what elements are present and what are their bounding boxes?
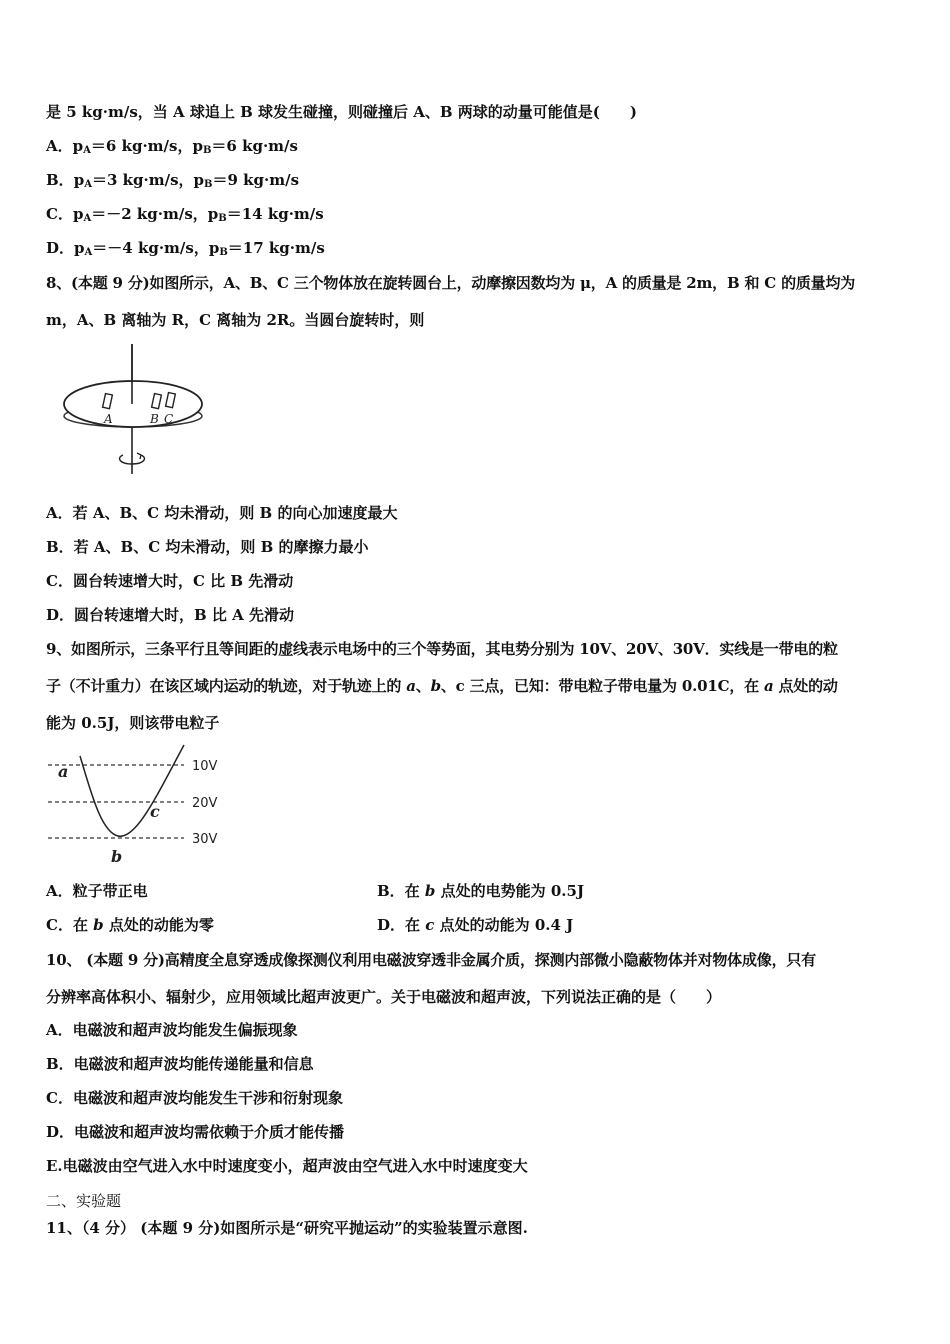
q8-option-a: A．若 A、B、C 均未滑动，则 B 的向心加速度最大 bbox=[46, 504, 398, 522]
label-30v: 30V bbox=[192, 832, 218, 847]
point-a-label: a bbox=[58, 762, 69, 781]
q9-option-d: D．在 c 点处的动能为 0.4 J bbox=[377, 916, 574, 934]
q8-stem-line1: 8、(本题 9 分)如图所示，A、B、C 三个物体放在旋转圆台上，动摩擦因数均为 μ，A 的质量是 2m，B 和 C 的质量均为 bbox=[46, 274, 856, 292]
q9-stem-line3: 能为 0.5J，则该带电粒子 bbox=[46, 714, 220, 732]
q9-option-a: A．粒子带正电 bbox=[46, 882, 148, 900]
label-a: A bbox=[104, 412, 113, 426]
label-b: B bbox=[150, 412, 159, 426]
point-b-label: b bbox=[111, 847, 123, 866]
q10-stem-line2: 分辨率高体积小、辐射少，应用领域比超声波更广。关于电磁波和超声波，下列说法正确的是（ ） bbox=[46, 988, 722, 1006]
label-10v: 10V bbox=[192, 759, 218, 774]
q8-option-d: D．圆台转速增大时，B 比 A 先滑动 bbox=[46, 606, 294, 624]
q7-option-d: D．$p_A=-4$ kg·m/s，$p_B=17$ kg·m/s bbox=[46, 239, 325, 258]
q8-stem-line2: m，A、B 离轴为 R，C 离轴为 2R。当圆台旋转时，则 bbox=[46, 311, 425, 329]
particle-trajectory bbox=[80, 745, 184, 836]
q9-stem-line1: 9、如图所示，三条平行且等间距的虚线表示电场中的三个等势面，其电势分别为 10V、20V、30V．实线是一带电的粒 bbox=[46, 640, 838, 658]
q9-option-b: B．在 b 点处的电势能为 0.5J bbox=[377, 882, 585, 900]
q10-option-b: B．电磁波和超声波均能传递能量和信息 bbox=[46, 1055, 314, 1073]
label-20v: 20V bbox=[192, 796, 218, 811]
section-title-experiment: 二、实验题 bbox=[46, 1192, 122, 1210]
point-c-label: c bbox=[150, 802, 160, 821]
turntable-top bbox=[64, 381, 202, 427]
label-c: C bbox=[164, 412, 174, 426]
q8-option-b: B．若 A、B、C 均未滑动，则 B 的摩擦力最小 bbox=[46, 538, 369, 556]
q8-turntable-figure bbox=[46, 340, 216, 480]
q7-option-b: B．$p_A=3$ kg·m/s，$p_B=9$ kg·m/s bbox=[46, 171, 300, 190]
q10-option-a: A．电磁波和超声波均能发生偏振现象 bbox=[46, 1021, 298, 1039]
q11-stem-line1: 11、（4 分） (本题 9 分)如图所示是“研究平抛运动”的实验装置示意图. bbox=[46, 1219, 528, 1237]
q7-option-c: C．$p_A=-2$ kg·m/s，$p_B=14$ kg·m/s bbox=[46, 205, 324, 224]
q10-option-c: C．电磁波和超声波均能发生干涉和衍射现象 bbox=[46, 1089, 343, 1107]
q10-option-e: E.电磁波由空气进入水中时速度变小，超声波由空气进入水中时速度变大 bbox=[46, 1157, 528, 1175]
q7-stem-tail: 是 5 kg·m/s，当 A 球追上 B 球发生碰撞，则碰撞后 A、B 两球的动量可能值是( ) bbox=[46, 103, 637, 121]
q9-option-c: C．在 b 点处的动能为零 bbox=[46, 916, 214, 934]
q10-option-d: D．电磁波和超声波均需依赖于介质才能传播 bbox=[46, 1123, 345, 1141]
q9-stem-line2: 子（不计重力）在该区域内运动的轨迹，对于轨迹上的 a、b、c 三点，已知：带电粒子带电量为 0.01C，在 a 点处的动 bbox=[46, 677, 838, 695]
q10-stem-line1: 10、 (本题 9 分)高精度全息穿透成像探测仪利用电磁波穿透非金属介质，探测内部微小隐蔽物体并对物体成像，只有 bbox=[46, 951, 816, 969]
q8-option-c: C．圆台转速增大时，C 比 B 先滑动 bbox=[46, 572, 294, 590]
q7-option-a: A．$p_A=6$ kg·m/s，$p_B=6$ kg·m/s bbox=[46, 137, 298, 156]
q9-field-figure bbox=[46, 742, 236, 867]
